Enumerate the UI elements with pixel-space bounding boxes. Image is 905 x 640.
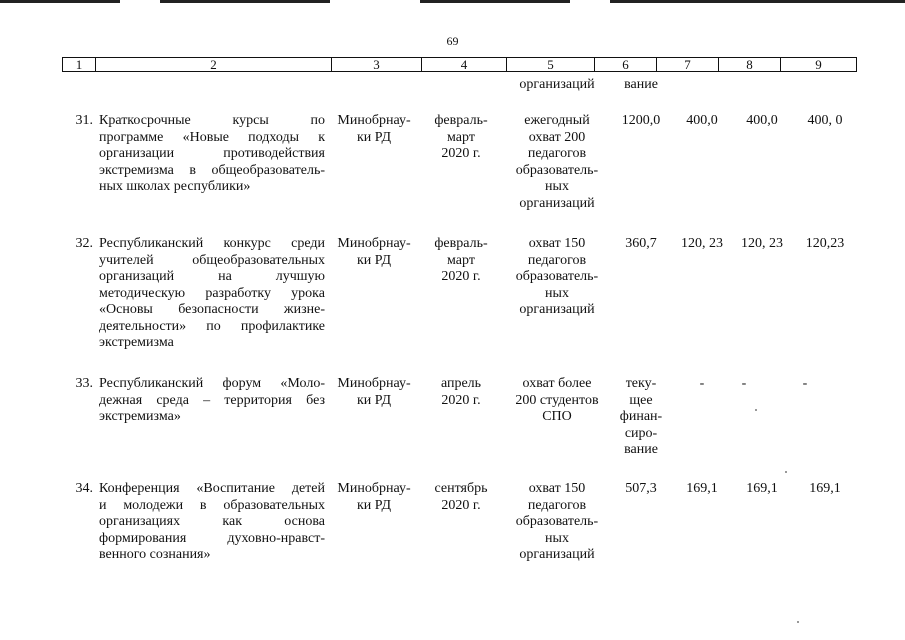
scan-speck [785, 471, 787, 473]
activity-title: Краткосрочные курсы по программе «Новые подходы к организации противодействия экстремизма в общеобразователь- ных школах республики» [99, 113, 325, 194]
row-number: 32. [75, 236, 93, 251]
column-header: 2 [96, 58, 332, 72]
funding-total: теку- щее финан- сиро- вание [619, 376, 663, 457]
period: апрель 2020 г. [440, 376, 482, 408]
funding-year-3: 120,23 [805, 236, 845, 251]
scan-edge-line [610, 0, 905, 3]
period: февраль- март 2020 г. [434, 236, 488, 284]
scan-edge-line [420, 0, 570, 3]
expected-result: охват 150 педагогов образователь- ных организаций [515, 236, 599, 317]
responsible-body: Минобрнау- ки РД [337, 376, 411, 408]
activity-title: Республиканский конкурс среди учителей общеобразовательных организаций на лучшую методическую разработку урока «Основы безопасности жизне- деятельности» по профилактике экстремизма [99, 236, 325, 350]
funding-year-3: - [802, 376, 808, 391]
carryover-funding: вание [624, 77, 658, 92]
column-header: 9 [781, 58, 857, 72]
activity-title: Республиканский форум «Моло- дежная среда – территория без экстремизма» [99, 376, 325, 424]
funding-year-3: 169,1 [809, 481, 841, 496]
funding-year-1: 120, 23 [681, 236, 723, 251]
funding-year-1: 169,1 [686, 481, 718, 496]
funding-year-2: 169,1 [746, 481, 778, 496]
column-header: 1 [63, 58, 96, 72]
funding-total: 360,7 [625, 236, 657, 251]
funding-year-3: 400, 0 [807, 113, 843, 128]
expected-result: охват 150 педагогов образователь- ных организаций [515, 481, 599, 562]
period: сентябрь 2020 г. [434, 481, 488, 513]
responsible-body: Минобрнау- ки РД [337, 113, 411, 145]
expected-result: охват более 200 студентов СПО [515, 376, 599, 424]
scan-speck [755, 409, 757, 411]
funding-total: 507,3 [625, 481, 657, 496]
row-number: 34. [75, 481, 93, 496]
scan-edge-line [0, 0, 120, 3]
responsible-body: Минобрнау- ки РД [337, 236, 411, 268]
carryover-result: организаций [519, 77, 595, 92]
responsible-body: Минобрнау- ки РД [337, 481, 411, 513]
column-header: 6 [595, 58, 657, 72]
column-header: 7 [657, 58, 719, 72]
funding-year-2: 120, 23 [741, 236, 783, 251]
column-header: 3 [332, 58, 422, 72]
expected-result: ежегодный охват 200 педагогов образователь- ных организаций [515, 113, 599, 211]
funding-total: 1200,0 [621, 113, 661, 128]
funding-year-1: - [699, 376, 705, 391]
activity-title: Конференция «Воспитание детей и молодежи в образовательных организациях как основа формирования духовно-нравст- венного сознания» [99, 481, 325, 562]
row-number: 31. [75, 113, 93, 128]
funding-year-2: 400,0 [746, 113, 778, 128]
row-number: 33. [75, 376, 93, 391]
column-header: 4 [422, 58, 507, 72]
funding-year-1: 400,0 [686, 113, 718, 128]
funding-year-2: - [741, 376, 747, 391]
column-header: 8 [719, 58, 781, 72]
period: февраль- март 2020 г. [434, 113, 488, 161]
column-header-table [62, 57, 857, 72]
column-header: 5 [507, 58, 595, 72]
scan-speck [797, 621, 799, 623]
page-number: 69 [446, 34, 459, 48]
scan-edge-line [160, 0, 330, 3]
